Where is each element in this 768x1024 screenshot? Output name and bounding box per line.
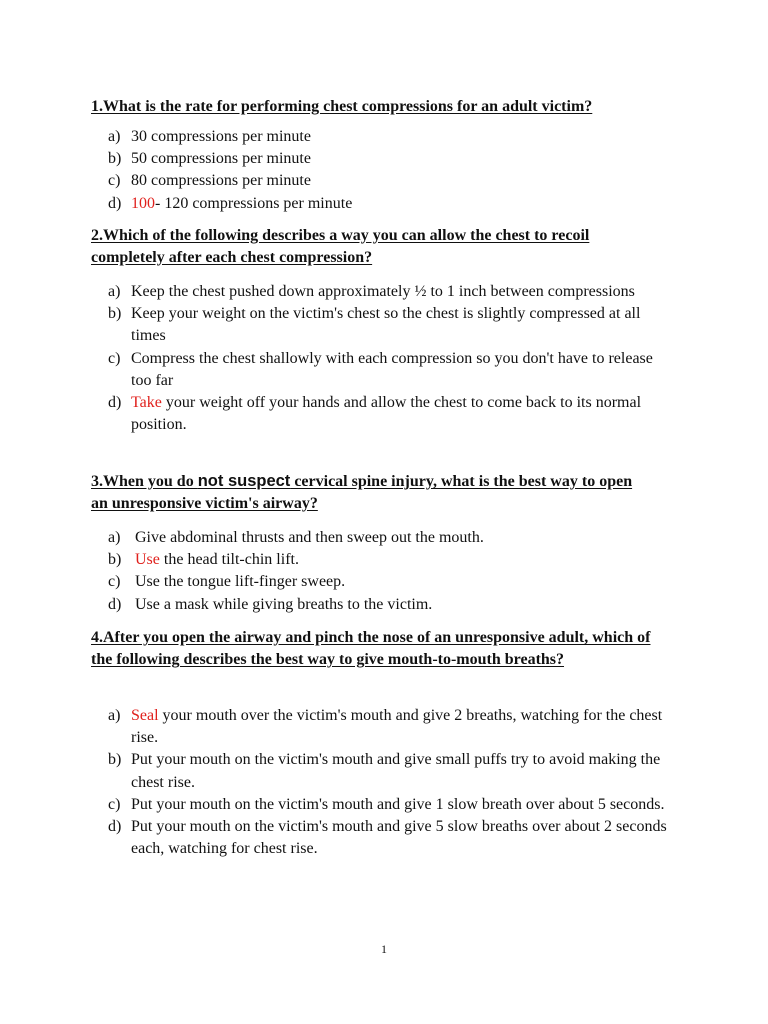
option-marker: c) bbox=[108, 349, 121, 367]
option-marker: a) bbox=[108, 707, 121, 724]
option-text: 80 compressions per minute bbox=[131, 172, 311, 190]
option-text: 50 compressions per minute bbox=[131, 150, 311, 168]
question-4-option-b bbox=[0, 749, 676, 793]
question-3-option-a bbox=[0, 527, 680, 549]
question-2-option-b bbox=[0, 303, 676, 347]
option-marker: b) bbox=[108, 305, 122, 323]
question-3-title-suffix: cervical spine injury, what is the best way to open an unresponsive victim's airway? bbox=[91, 473, 633, 512]
question-4-title: 4.After you open the airway and pinch the nose of an unresponsive adult, which of the following describes the best way to give mouth-to-mouth breaths? bbox=[91, 629, 651, 668]
option-text: the head tilt-chin lift. bbox=[159, 551, 299, 569]
option-marker: a) bbox=[108, 529, 121, 546]
option-marker: c) bbox=[108, 573, 121, 591]
option-marker: c) bbox=[108, 795, 121, 813]
question-3-title-emphasis: not suspect bbox=[197, 472, 291, 490]
option-marker: a) bbox=[108, 283, 121, 300]
option-text: Keep the chest pushed down approximately ½ to 1 inch between compressions bbox=[131, 283, 635, 300]
question-2-option-a bbox=[0, 281, 676, 303]
option-text: Give abdominal thrusts and then sweep out the mouth. bbox=[135, 529, 484, 546]
question-1-option-d bbox=[0, 193, 676, 215]
option-text: your mouth over the victim's mouth and give 2 breaths, watching for the chest rise. bbox=[131, 707, 663, 747]
option-text: - 120 compressions per minute bbox=[155, 194, 353, 212]
question-1-option-c bbox=[0, 170, 676, 192]
question-2-options bbox=[0, 281, 676, 436]
option-text: Put your mouth on the victim's mouth and give small puffs try to avoid making the chest rise. bbox=[131, 751, 661, 791]
question-3-options bbox=[0, 527, 680, 616]
option-highlight: 100 bbox=[131, 194, 155, 212]
question-4-option-d bbox=[0, 816, 676, 860]
option-marker: b) bbox=[108, 150, 122, 168]
option-text: Put your mouth on the victim's mouth and give 5 slow breaths over about 2 seconds each, watching for chest rise. bbox=[131, 818, 667, 858]
question-1-title: 1.What is the rate for performing chest compressions for an adult victim? bbox=[91, 98, 593, 115]
option-text: 30 compressions per minute bbox=[131, 128, 311, 145]
question-3-option-c bbox=[0, 571, 680, 593]
option-text: Use the tongue lift-finger sweep. bbox=[135, 573, 346, 591]
option-marker: d) bbox=[108, 818, 122, 836]
question-3-option-d bbox=[0, 594, 680, 616]
option-marker: c) bbox=[108, 172, 121, 190]
question-3-option-b bbox=[0, 549, 680, 571]
question-4-option-a bbox=[0, 705, 676, 749]
option-marker: a) bbox=[108, 128, 121, 145]
question-1-options bbox=[0, 126, 676, 215]
question-2-option-d bbox=[0, 392, 676, 436]
question-1-option-a bbox=[0, 126, 676, 148]
option-marker: b) bbox=[108, 551, 122, 569]
option-text: Put your mouth on the victim's mouth and give 1 slow breath over about 5 seconds. bbox=[131, 795, 665, 813]
option-text: Keep your weight on the victim's chest so the chest is slightly compressed at all times bbox=[131, 305, 641, 345]
option-highlight: Seal bbox=[131, 707, 159, 724]
page-number: 1 bbox=[381, 942, 387, 956]
question-4-options bbox=[0, 705, 676, 860]
question-1-option-b bbox=[0, 148, 676, 170]
option-text: Use a mask while giving breaths to the victim. bbox=[135, 595, 433, 613]
question-2-option-c bbox=[0, 348, 676, 392]
question-4-option-c bbox=[0, 794, 676, 816]
option-marker: b) bbox=[108, 751, 122, 769]
option-highlight: Take bbox=[131, 394, 162, 412]
option-marker: d) bbox=[108, 194, 122, 212]
question-3-title bbox=[91, 470, 651, 515]
option-marker: d) bbox=[108, 595, 122, 613]
option-marker: d) bbox=[108, 394, 122, 412]
option-text: your weight off your hands and allow the chest to come back to its normal position. bbox=[131, 394, 642, 434]
option-highlight: Use bbox=[135, 551, 160, 569]
question-2-title: 2.Which of the following describes a way you can allow the chest to recoil completely after each chest compression? bbox=[91, 227, 590, 266]
option-text: Compress the chest shallowly with each compression so you don't have to release too far bbox=[131, 349, 653, 389]
question-3-title-prefix: 3.When you do bbox=[91, 473, 198, 490]
